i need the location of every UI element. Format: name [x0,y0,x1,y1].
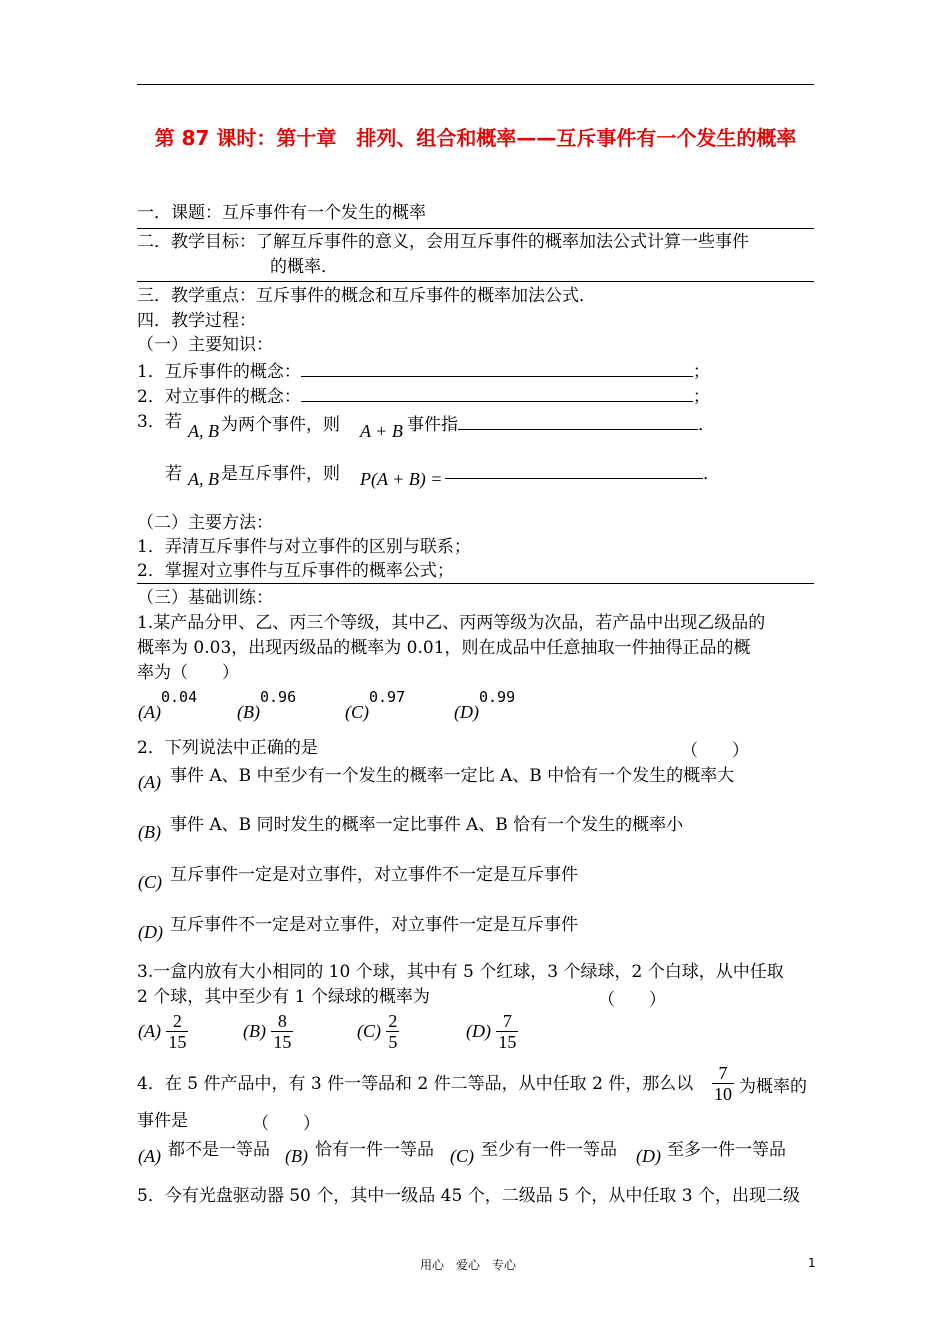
method-2: 2．掌握对立事件与互斥事件的概率公式； [137,561,454,581]
q2-stem: 2．下列说法中正确的是 [137,738,318,758]
q3-option-c: (C) $\frac{2}{5}$ [357,1011,398,1052]
footer-slogan: 用心 爱心 专心 [420,1258,517,1272]
page-title: 第 87 课时：第十章 排列、组合和概率——互斥事件有一个发生的概率 [154,126,797,150]
q3-line-1: 3.一盒内放有大小相同的 10 个球，其中有 5 个红球，3 个绿球，2 个白球，从中任取 [137,962,784,982]
q2-option-c-label: (C) [138,872,162,892]
q1-line-3: 率为（ ） [137,663,239,683]
q1-option-b: (B)0.96 [237,688,297,722]
section-goal: 二．教学目标：了解互斥事件的意义，会用互斥事件的概率加法公式计算一些事件 [137,232,749,252]
q3-answer-paren: （ ） [598,990,666,1010]
q2-option-c: 互斥事件一定是对立事件，对立事件不一定是互斥事件 [170,865,578,885]
q2-option-a: 事件 A、B 中至少有一个发生的概率一定比 A、B 中恰有一个发生的概率大 [170,766,735,786]
page-number: 1 [808,1256,816,1270]
q4-option-a: 都不是一等品 [168,1140,270,1160]
q1-option-c: (C)0.97 [345,688,406,722]
q3-option-d-fraction: $\frac{7}{15}$ [498,1011,517,1052]
knowledge-heading: （一）主要知识： [137,335,273,355]
q3-option-b: (B) $\frac{8}{15}$ [243,1011,292,1052]
divider-3 [137,583,814,584]
q3-line-2: 2 个球，其中至少有 1 个绿球的概率为 [137,987,430,1007]
q2-option-b-label: (B) [138,822,161,842]
math-p-a-plus-b: P(A + B) = [360,469,443,489]
section-process: 四．教学过程： [137,311,256,331]
divider-2 [137,281,814,282]
q2-answer-paren: （ ） [681,741,749,761]
knowledge-item-3: 3．若 [137,412,182,432]
training-heading: （三）基础训练： [137,588,273,608]
method-1: 1．弄清互斥事件与对立事件的区别与联系； [137,537,471,557]
q4-option-b: 恰有一件一等品 [315,1140,434,1160]
q4-option-d: 至多一件一等品 [667,1140,786,1160]
q3-option-b-fraction: $\frac{8}{15}$ [273,1011,292,1052]
k4-mid: 是互斥事件，则 [221,464,340,484]
q3-option-a: (A) $\frac{2}{15}$ [138,1011,187,1052]
q2-option-d-label: (D) [138,922,163,942]
q4-fraction: $\frac{7}{10}$ [714,1063,732,1104]
q3-option-d: (D) $\frac{7}{15}$ [466,1011,517,1052]
q4-option-d-label: (D) [636,1146,661,1166]
q5-line-1: 5．今有光盘驱动器 50 个，其中一级品 45 个，二级品 5 个，从中任取 3 个，出现二级 [137,1186,800,1206]
math-a-plus-b: A + B [360,421,403,441]
q4-option-a-label: (A) [138,1146,161,1166]
header-rule [137,84,814,85]
k4-pre: 若 [165,464,182,484]
math-ab: A, B [188,421,219,441]
section-goal-cont: 的概率． [270,257,338,277]
divider-1 [137,228,814,229]
k4-tail: ． [445,459,720,484]
q4-answer-paren: （ ） [252,1114,320,1134]
k3-mid: 为两个事件，则 [221,415,340,435]
q1-line-1: 1.某产品分甲、乙、丙三个等级，其中乙、丙两等级为次品，若产品中出现乙级品的 [137,613,766,633]
knowledge-item-2: 2．对立事件的概念： ； [137,383,710,409]
q4-option-c: 至少有一件一等品 [481,1140,617,1160]
k3-tail: 事件指 ． [407,410,715,435]
q1-option-a: (A)0.04 [138,688,198,722]
q4-line-1-tail: 为概率的 [739,1077,807,1097]
q3-option-c-fraction: $\frac{2}{5}$ [388,1011,398,1052]
q1-line-2: 概率为 0.03，出现丙级品的概率为 0.01，则在成品中任意抽取一件抽得正品的概 [137,638,751,658]
q4-option-c-label: (C) [450,1146,474,1166]
q3-option-a-fraction: $\frac{2}{15}$ [168,1011,187,1052]
section-topic: 一．课题：互斥事件有一个发生的概率 [137,203,426,223]
methods-heading: （二）主要方法： [137,513,273,533]
section-focus: 三．教学重点：互斥事件的概念和互斥事件的概率加法公式． [137,286,596,306]
q2-option-a-label: (A) [138,772,161,792]
q4-line-2: 事件是 [137,1111,188,1131]
q1-option-d: (D)0.99 [454,688,516,722]
knowledge-item-1: 1．互斥事件的概念： ； [137,358,710,384]
q4-line-1: 4．在 5 件产品中，有 3 件一等品和 2 件二等品，从中任取 2 件，那么以 [137,1074,694,1094]
q2-option-d: 互斥事件不一定是对立事件，对立事件一定是互斥事件 [170,915,578,935]
q4-option-b-label: (B) [285,1146,308,1166]
math-ab-2: A, B [188,469,219,489]
q2-option-b: 事件 A、B 同时发生的概率一定比事件 A、B 恰有一个发生的概率小 [170,815,684,835]
